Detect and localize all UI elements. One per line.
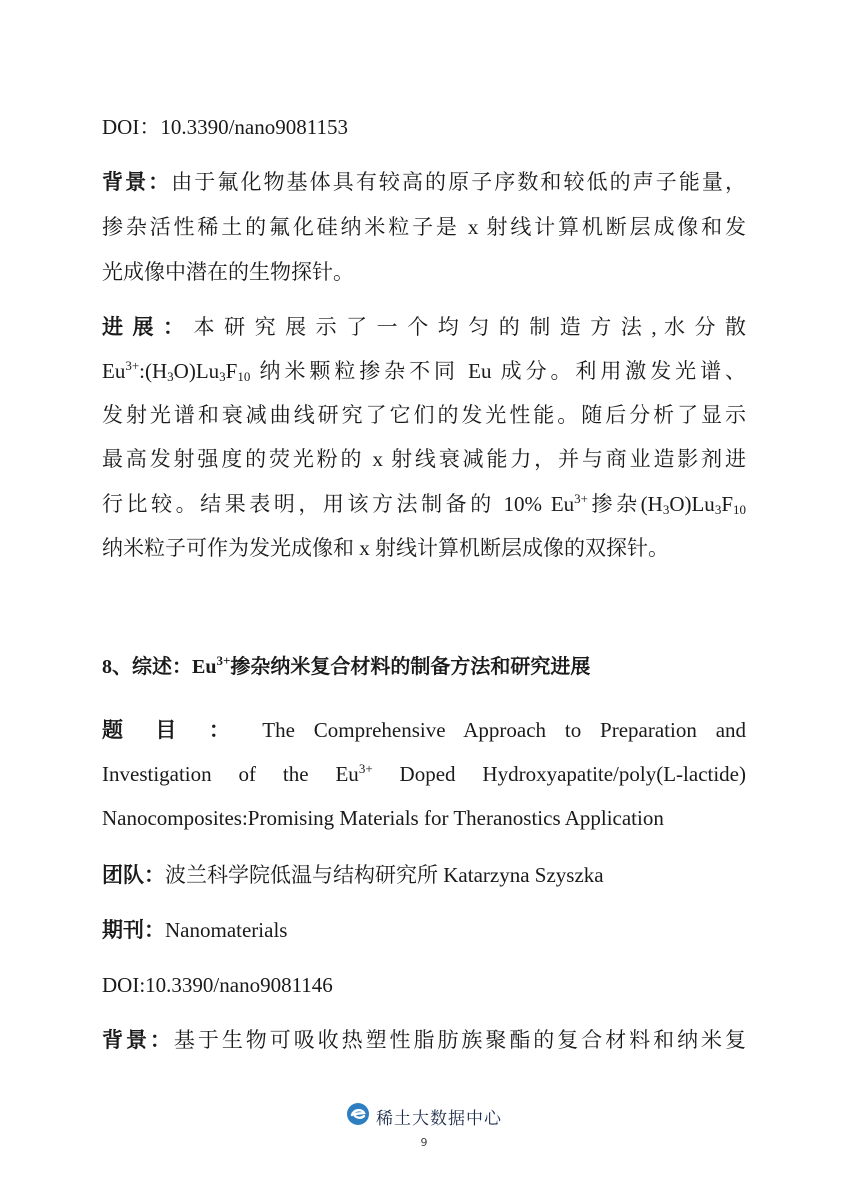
progress-line-6 (102, 533, 746, 563)
doi-line-2 (102, 970, 746, 1000)
superscript: 3+ (358, 761, 373, 776)
journal-value: Nanomaterials (165, 918, 288, 942)
progress-text-5b: 掺杂(H (588, 492, 663, 516)
superscript: 3+ (125, 358, 140, 373)
subscript: 3 (219, 369, 226, 384)
background-text-1: 由于氟化物基体具有较高的原子序数和较低的声子能量， (171, 170, 747, 194)
title-text-2b: Doped Hydroxyapatite/poly(L-lactide) (372, 762, 746, 786)
subscript: 3 (662, 502, 670, 517)
team-value: 波兰科学院低温与结构研究所 Katarzyna Szyszka (165, 863, 604, 887)
progress-text-6: 纳米粒子可作为发光成像和 x 射线计算机断层成像的双探针。 (102, 536, 669, 560)
progress-line-4 (102, 444, 746, 474)
title-line-2 (102, 759, 746, 789)
background-label-2: 背景： (102, 1028, 174, 1052)
title-text-3: Nanocomposites:Promising Materials for Theranostics Application (102, 806, 664, 830)
superscript: 3+ (574, 491, 588, 506)
progress-line-2 (102, 356, 746, 386)
progress-text-5d: F (721, 492, 733, 516)
progress-text-4: 最高发射强度的荧光粉的 x 射线衰减能力，并与商业造影剂进 (102, 447, 746, 471)
progress-text-2a: Eu (102, 359, 126, 383)
title-text-1: The Comprehensive Approach to Preparation and (262, 718, 747, 742)
doi-label: DOI： (102, 115, 161, 139)
title-text-2a: Investigation of the Eu (102, 762, 359, 786)
progress-text-5a: 行比较。结果表明，用该方法制备的 10% Eu (102, 492, 575, 516)
superscript: 3+ (216, 653, 231, 668)
progress-text-5c: O)Lu (669, 492, 715, 516)
background-line-section8 (102, 1025, 746, 1055)
doi-line (102, 112, 746, 142)
title-line-1 (102, 715, 746, 745)
title-line-3 (102, 803, 746, 833)
re-logo-icon (346, 1102, 370, 1131)
brand-text: 稀土大数据中心 (376, 1109, 502, 1129)
team-line (102, 860, 746, 890)
background-text-2: 掺杂活性稀土的氟化硅纳米粒子是 x 射线计算机断层成像和发 (102, 215, 746, 239)
progress-text-2e: 纳米颗粒掺杂不同 Eu 成分。利用激发光谱、 (250, 359, 746, 383)
section-heading-a: 8、综述：Eu (102, 656, 217, 678)
section-heading-b: 掺杂纳米复合材料的制备方法和研究进展 (230, 656, 591, 678)
progress-line-3 (102, 400, 746, 430)
progress-line-5 (102, 489, 746, 519)
background-text-section8: 基于生物可吸收热塑性脂肪族聚酯的复合材料和纳米复 (173, 1028, 747, 1052)
background-label: 背景： (102, 170, 172, 194)
progress-line-1 (102, 312, 746, 342)
title-label: 题 目 ： (102, 718, 244, 742)
progress-text-3: 发射光谱和衰减曲线研究了它们的发光性能。随后分析了显示 (102, 403, 746, 427)
footer (0, 1102, 848, 1131)
doi-value-2: DOI:10.3390/nano9081146 (102, 973, 333, 997)
footer-brand (346, 1102, 502, 1131)
subscript: 10 (733, 502, 746, 517)
progress-text-1: 本 研 究 展 示 了 一 个 均 匀 的 制 造 方 法 , 水 分 散 (193, 315, 747, 339)
subscript: 3 (167, 369, 174, 384)
section-heading (102, 652, 746, 682)
background-line-2 (102, 212, 746, 242)
progress-text-2b: :(H (139, 359, 168, 383)
progress-label: 进 展 ： (102, 315, 187, 339)
progress-text-2d: F (225, 359, 238, 383)
subscript: 10 (237, 369, 251, 384)
background-line-1 (102, 167, 746, 197)
progress-text-2c: O)Lu (173, 359, 220, 383)
subscript: 3 (714, 502, 722, 517)
team-label: 团队： (102, 863, 165, 887)
doi-value: 10.3390/nano9081153 (160, 115, 348, 139)
page-number: 9 (420, 1136, 428, 1149)
journal-line (102, 915, 746, 945)
journal-label: 期刊： (102, 918, 165, 942)
background-text-3: 光成像中潜在的生物探针。 (102, 260, 354, 284)
background-line-3 (102, 257, 746, 287)
